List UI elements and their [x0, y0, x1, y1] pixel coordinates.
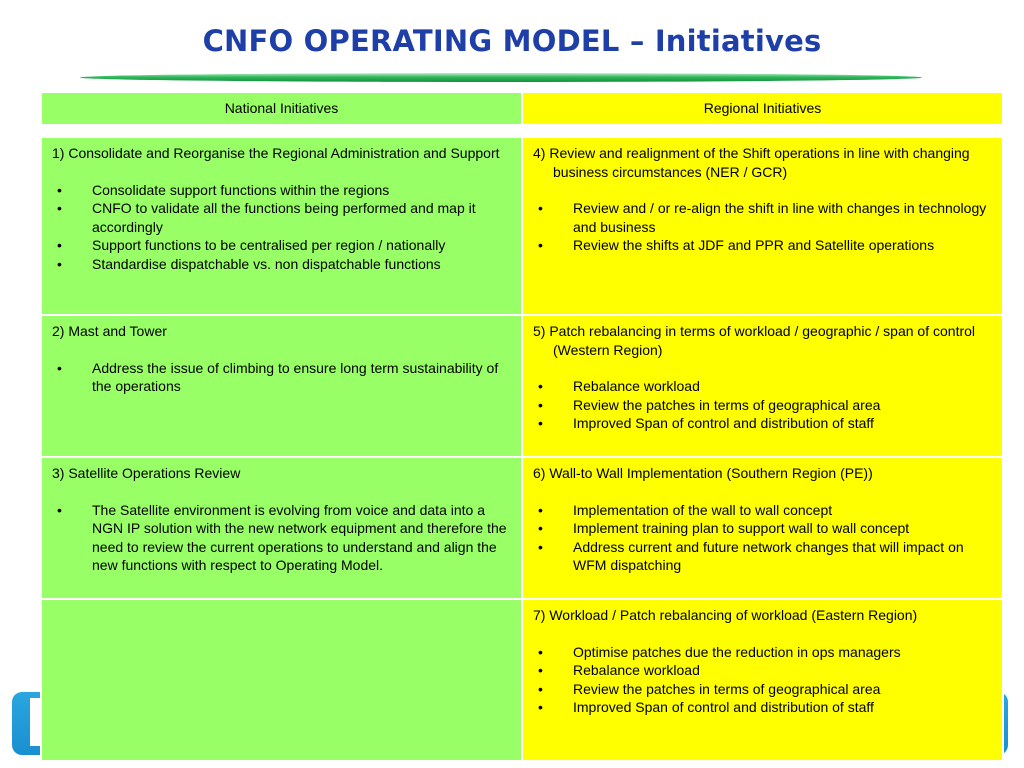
- bullet-item: • Review the patches in terms of geographical area: [538, 396, 881, 413]
- bullet-icon: •: [538, 538, 543, 555]
- bullet-icon: •: [538, 200, 543, 216]
- page-title: CNFO OPERATING MODEL – Initiatives: [202, 24, 822, 58]
- bullet-icon: •: [538, 643, 543, 660]
- bullet-item: • Optimise patches due the reduction in ops managers: [538, 643, 901, 660]
- table-header-row: [41, 92, 1003, 125]
- bullet-item: • Review the patches in terms of geographical area: [538, 680, 881, 697]
- table-row: [41, 457, 1003, 599]
- national-cell-1: [41, 137, 522, 315]
- national-header: National Initiatives: [41, 92, 522, 125]
- national-heading-3: 3) Satellite Operations Review: [52, 465, 241, 481]
- table-row: [41, 599, 1003, 761]
- bullet-item: • Standardise dispatchable vs. non dispatchable functions: [57, 255, 441, 272]
- regional-cell-5: [522, 315, 1003, 457]
- national-heading-2: 2) Mast and Tower: [52, 323, 167, 339]
- regional-cell-4: [522, 137, 1003, 315]
- bullet-item: • Support functions to be centralised per region / nationally: [57, 237, 446, 253]
- national-cell-2: [41, 315, 522, 457]
- regional-bullets-4: [533, 199, 992, 255]
- bullet-item: • The Satellite environment is evolving from voice and data into a NGN IP solution with the new network equipment and therefore the need to review the current operations to understand and align the new functions with respect to Operating Model.: [57, 501, 507, 573]
- regional-heading-7: 7) Workload / Patch rebalancing of workload (Eastern Region): [533, 607, 918, 623]
- bullet-icon: •: [538, 680, 543, 697]
- bullet-icon: •: [57, 255, 62, 272]
- table-row: [41, 137, 1003, 315]
- header-separator: [41, 125, 1003, 137]
- regional-bullets-7: [533, 643, 992, 717]
- national-bullets-3: [52, 501, 511, 575]
- bullet-item: • Implement training plan to support wall to wall concept: [538, 520, 910, 536]
- national-bullets-1: [52, 181, 511, 274]
- bullet-item: • Review and / or re-align the shift in line with changes in technology and business: [538, 200, 987, 235]
- regional-heading-4: 4) Review and realignment of the Shift operations in line with changing business circumstances (NER / GCR): [533, 145, 970, 180]
- bullet-icon: •: [57, 237, 62, 253]
- regional-bullets-6: [533, 501, 992, 575]
- bullet-icon: •: [57, 501, 62, 518]
- regional-cell-7: [522, 599, 1003, 761]
- bullet-icon: •: [538, 501, 543, 518]
- regional-heading-6: 6) Wall-to Wall Implementation (Southern Region (PE)): [533, 465, 873, 481]
- bullet-icon: •: [538, 237, 543, 253]
- bullet-item: • Address the issue of climbing to ensure long term sustainability of the operations: [57, 359, 499, 394]
- regional-header: Regional Initiatives: [522, 92, 1003, 125]
- bullet-icon: •: [57, 200, 62, 216]
- bullet-icon: •: [538, 662, 543, 678]
- table-row: [41, 315, 1003, 457]
- bullet-item: • Review the shifts at JDF and PPR and Satellite operations: [538, 237, 935, 253]
- bullet-item: • Improved Span of control and distribution of staff: [538, 699, 874, 715]
- bullet-icon: •: [57, 359, 62, 376]
- national-cell-3: [41, 457, 522, 599]
- title-underline-bar: [80, 73, 922, 82]
- bullet-icon: •: [538, 396, 543, 413]
- bullet-item: • Consolidate support functions within the regions: [57, 181, 390, 198]
- bullet-icon: •: [538, 520, 543, 536]
- bullet-icon: •: [538, 415, 543, 431]
- initiatives-table: [40, 91, 1004, 762]
- regional-heading-5: 5) Patch rebalancing in terms of workload / geographic / span of control (Western Region): [533, 323, 976, 358]
- bullet-icon: •: [538, 378, 543, 394]
- bullet-item: • Implementation of the wall to wall concept: [538, 501, 833, 518]
- bullet-item: • Improved Span of control and distribution of staff: [538, 415, 874, 431]
- regional-bullets-5: [533, 377, 992, 433]
- bullet-icon: •: [538, 699, 543, 715]
- bullet-icon: •: [57, 181, 62, 198]
- national-heading-1: 1) Consolidate and Reorganise the Regional Administration and Support: [52, 145, 500, 161]
- bullet-item: • CNFO to validate all the functions being performed and map it accordingly: [57, 200, 476, 235]
- national-cell-empty: [41, 599, 522, 761]
- bullet-item: • Rebalance workload: [538, 662, 700, 678]
- national-bullets-2: [52, 359, 511, 396]
- regional-cell-6: [522, 457, 1003, 599]
- bullet-item: • Rebalance workload: [538, 378, 700, 394]
- bullet-item: • Address current and future network changes that will impact on WFM dispatching: [538, 538, 964, 573]
